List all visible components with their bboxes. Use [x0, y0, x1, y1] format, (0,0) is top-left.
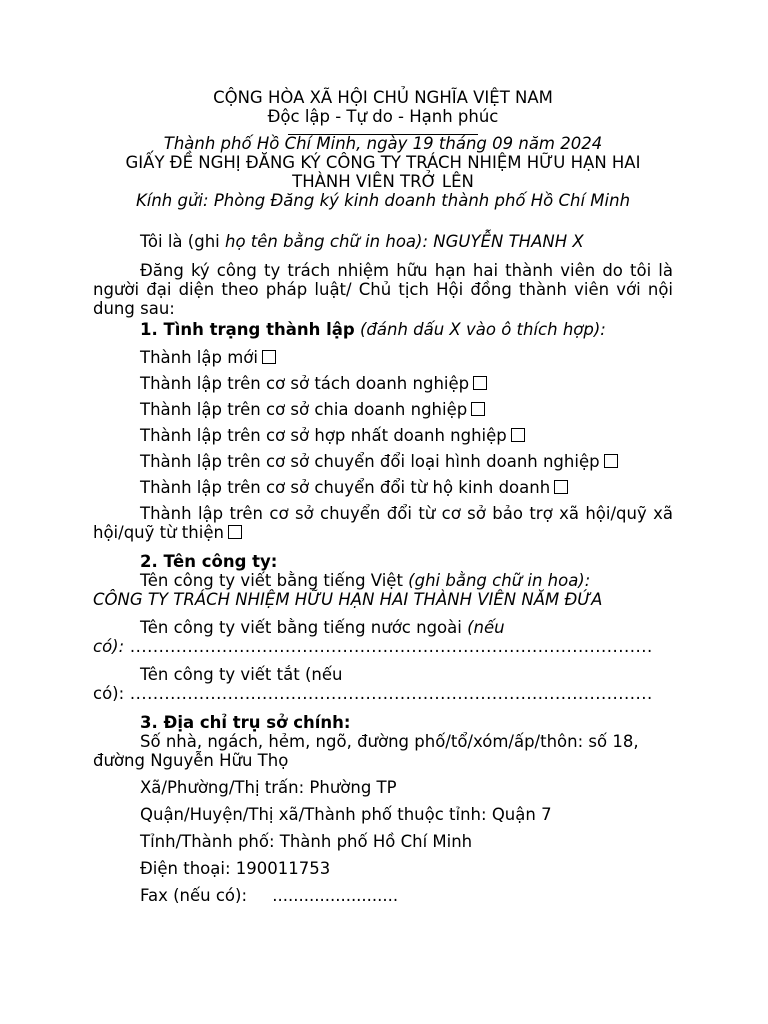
place-date: Thành phố Hồ Chí Minh, ngày 19 tháng 09 năm 2024 [163, 134, 603, 153]
option-label: Thành lập trên cơ sở tách doanh nghiệp [140, 374, 470, 393]
option-label: Thành lập trên cơ sở chuyển đổi từ hộ kinh doanh [140, 478, 551, 497]
street-address[interactable] [93, 732, 673, 770]
foreign-name-line[interactable] [93, 637, 673, 656]
vn-name-value[interactable]: CÔNG TY TRÁCH NHIỆM HỮU HẠN HAI THÀNH VIÊN NĂM ĐỨA [93, 590, 603, 609]
option-label: Thành lập trên cơ sở hợp nhất doanh nghiệp [140, 426, 507, 445]
foreign-name-hint-2: có): [93, 637, 125, 656]
checkbox[interactable] [604, 454, 618, 468]
foreign-name-hint: (nếu [467, 618, 505, 637]
option-label: Thành lập mới [140, 348, 258, 367]
province[interactable]: Tỉnh/Thành phố: Thành phố Hồ Chí Minh [140, 832, 473, 851]
registration-form-document [93, 88, 673, 905]
declarant-name: họ tên bằng chữ in hoa): NGUYỄN THANH X [224, 232, 584, 251]
option-convert-charity[interactable] [93, 504, 673, 542]
section1-heading [93, 320, 673, 339]
street-address-text: Số nhà, ngách, hẻm, ngõ, đường phố/tổ/xóm/ấp/thôn: số 18, đường Nguyễn Hữu Thọ [93, 732, 639, 770]
motto: Độc lập - Tự do - Hạnh phúc [267, 107, 499, 126]
checkbox[interactable] [228, 525, 242, 539]
recipient-text: Kính gửi: Phòng Đăng ký kinh doanh thành phố Hồ Chí Minh [135, 191, 631, 210]
intro-paragraph [93, 261, 673, 318]
vn-name-label: Tên công ty viết bằng tiếng Việt [140, 571, 409, 590]
short-name-label-line [93, 665, 673, 684]
national-title: CỘNG HÒA XÃ HỘI CHỦ NGHĨA VIỆT NAM [213, 88, 553, 107]
option-convert-type[interactable] [93, 452, 673, 471]
option-split[interactable] [93, 374, 673, 393]
foreign-name-label-line [93, 618, 673, 637]
ward[interactable]: Xã/Phường/Thị trấn: Phường TP [140, 778, 397, 797]
foreign-name-label: Tên công ty viết bằng tiếng nước ngoài [140, 618, 468, 637]
option-new[interactable] [93, 348, 673, 367]
short-name-field[interactable]: ........................................................................................... [124, 684, 653, 703]
section1-title: 1. Tình trạng thành lập [140, 320, 355, 339]
checkbox[interactable] [473, 376, 487, 390]
option-division[interactable] [93, 400, 673, 419]
recipient [93, 191, 673, 210]
short-name-label-2: có): [93, 684, 125, 703]
section3-heading: 3. Địa chỉ trụ sở chính: [140, 713, 351, 732]
vn-name-hint: (ghi bằng chữ in hoa): [408, 571, 591, 590]
option-label: Thành lập trên cơ sở chuyển đổi loại hình doanh nghiệp [140, 452, 600, 471]
fax-label: Fax (nếu có): [140, 886, 248, 905]
checkbox[interactable] [554, 480, 568, 494]
declarant-prefix: Tôi là (ghi [140, 232, 225, 251]
form-title-line2: THÀNH VIÊN TRỞ LÊN [292, 172, 474, 191]
fax-line [93, 886, 673, 905]
checkbox[interactable] [511, 428, 525, 442]
district[interactable]: Quận/Huyện/Thị xã/Thành phố thuộc tỉnh: Quận 7 [140, 805, 552, 824]
form-title-line1: GIẤY ĐỀ NGHỊ ĐĂNG KÝ CÔNG TY TRÁCH NHIỆM HỮU HẠN HAI [125, 153, 641, 172]
foreign-name-field[interactable]: ........................................................................................... [124, 637, 653, 656]
checkbox[interactable] [471, 402, 485, 416]
section2-heading: 2. Tên công ty: [140, 552, 278, 571]
intro-paragraph-text: Đăng ký công ty trách nhiệm hữu hạn hai thành viên do tôi là người đại diện theo pháp luật/ Chủ tịch Hội đồng thành viên với nội dung sau: [93, 261, 673, 318]
option-merge[interactable] [93, 426, 673, 445]
declarant-line [93, 232, 673, 251]
phone[interactable]: Điện thoại: 190011753 [140, 859, 331, 878]
short-name-line[interactable] [93, 684, 673, 703]
option-label: Thành lập trên cơ sở chia doanh nghiệp [140, 400, 468, 419]
fax-field[interactable]: ........................ [272, 886, 399, 905]
option-convert-household[interactable] [93, 478, 673, 497]
option-label: Thành lập trên cơ sở chuyển đổi từ cơ sở bảo trợ xã hội/quỹ xã hội/quỹ từ thiện [93, 504, 673, 542]
vn-name-label-line [93, 571, 673, 590]
checkbox[interactable] [262, 350, 276, 364]
short-name-label: Tên công ty viết tắt (nếu [140, 665, 343, 684]
section1-hint: (đánh dấu X vào ô thích hợp): [354, 320, 606, 339]
